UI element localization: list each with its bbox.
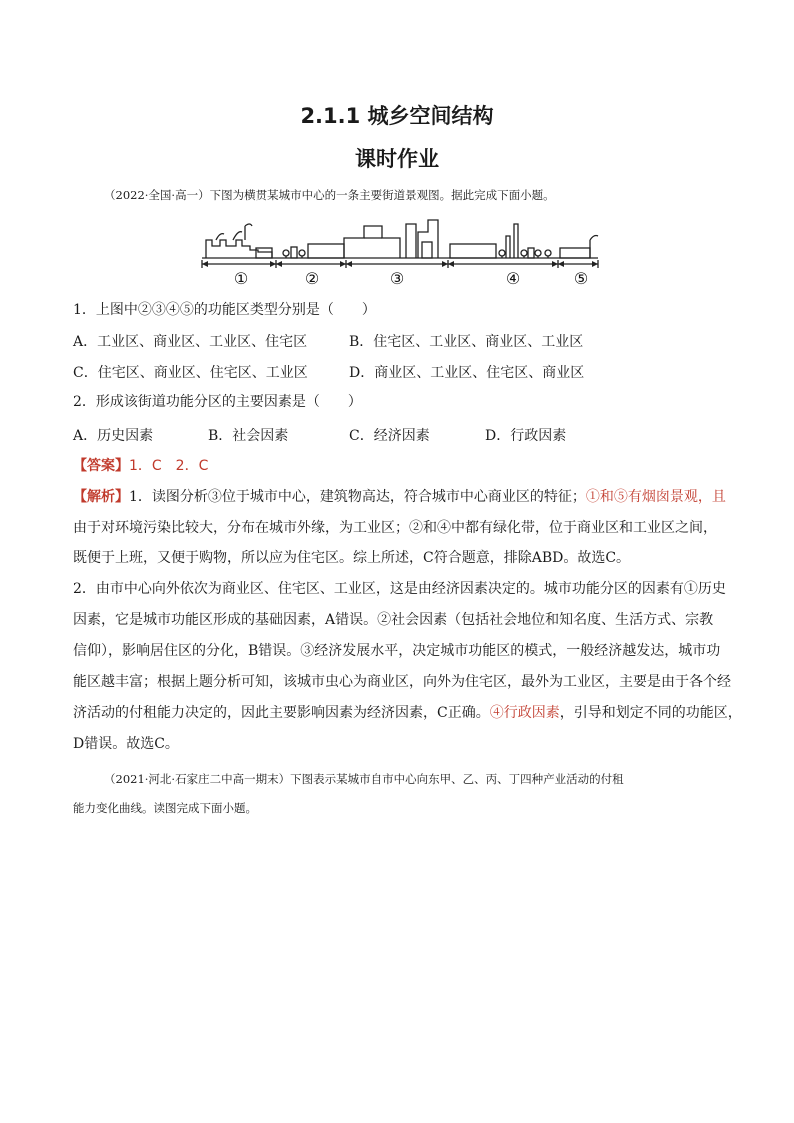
analysis-line-3: 既便于上班，又便于购物，所以应为住宅区。综上所述，C符合题意，排除ABD。故选C。 [73, 550, 631, 566]
question-1-stem: 1．上图中②③④⑤的功能区类型分别是（ ） [73, 302, 376, 318]
analysis-line-2: 由于对环境污染比较大，分布在城市外缘，为工业区；②和④中都有绿化带，位于商业区和工业区之间， [73, 520, 717, 536]
page-subtitle: 课时作业 [355, 147, 439, 171]
zone-label-4: ④ [505, 269, 521, 288]
street-landscape-diagram [196, 214, 604, 290]
question-2-option-a: A．历史因素 [73, 428, 154, 444]
question-1-option-d: D．商业区、工业区、住宅区、商业区 [349, 365, 585, 381]
question-2-stem: 2．形成该街道功能分区的主要因素是（ ） [73, 394, 362, 410]
analysis-p2-text-a: 济活动的付租能力决定的，因此主要影响因素为经济因素，C正确。 [73, 705, 490, 721]
zone-label-2: ② [304, 269, 320, 288]
next-intro-line-1: （2021·河北·石家庄二中高一期末）下图表示某城市自市中心向东甲、乙、丙、丁四种产业活动的付租 [104, 772, 624, 786]
page-title: 2.1.1 城乡空间结构 [300, 104, 494, 128]
question-2-option-b: B．社会因素 [208, 428, 289, 444]
analysis-p2-text-b: ④行政因素 [489, 705, 560, 721]
answer-text: 1．C 2．C [129, 458, 209, 474]
zone-label-5: ⑤ [573, 269, 589, 288]
answer-line [73, 456, 208, 476]
analysis-label: 【解析】 [73, 489, 129, 505]
question-1-option-c: C．住宅区、商业区、住宅区、工业区 [73, 365, 308, 381]
analysis-p2-text-c: ，引导和划定不同的功能区， [559, 705, 742, 721]
question-intro: （2022·全国·高一）下图为横贯某城市中心的一条主要街道景观图。据此完成下面小题。 [104, 188, 555, 202]
answer-label: 【答案】 [73, 458, 129, 474]
analysis-line-8 [73, 703, 742, 723]
analysis-line-7: 能区越丰富；根据上题分析可知，该城市虫心为商业区，向外为住宅区，最外为工业区，主要是由于各个经 [73, 674, 731, 690]
question-1-option-a: A．工业区、商业区、工业区、住宅区 [73, 334, 308, 350]
analysis-line-1 [73, 487, 726, 507]
analysis-line-6: 信仰），影响居住区的分化，B错误。③经济发展水平，决定城市功能区的模式，一般经济越发达，城市功 [73, 643, 721, 659]
analysis-line-9: D错误。故选C。 [73, 736, 179, 752]
analysis-line-5: 因素，它是城市功能区形成的基础因素，A错误。②社会因素（包括社会地位和知名度、生活方式、宗教 [73, 612, 714, 628]
analysis-p1-text-a: 1．读图分析③位于城市中心，建筑物高达，符合城市中心商业区的特征； [129, 489, 586, 505]
question-2-option-d: D．行政因素 [485, 428, 567, 444]
analysis-p1-text-b: ①和⑤有烟囱景观，且 [585, 489, 726, 505]
question-2-option-c: C．经济因素 [349, 428, 430, 444]
question-1-option-b: B．住宅区、工业区、商业区、工业区 [349, 334, 584, 350]
next-intro-line-2: 能力变化曲线。读图完成下面小题。 [73, 801, 257, 815]
zone-label-3: ③ [389, 269, 405, 288]
zone-label-1: ① [233, 269, 249, 288]
analysis-line-4: 2．由市中心向外依次为商业区、住宅区、工业区，这是由经济因素决定的。城市功能分区的因素有①历史 [73, 581, 726, 597]
